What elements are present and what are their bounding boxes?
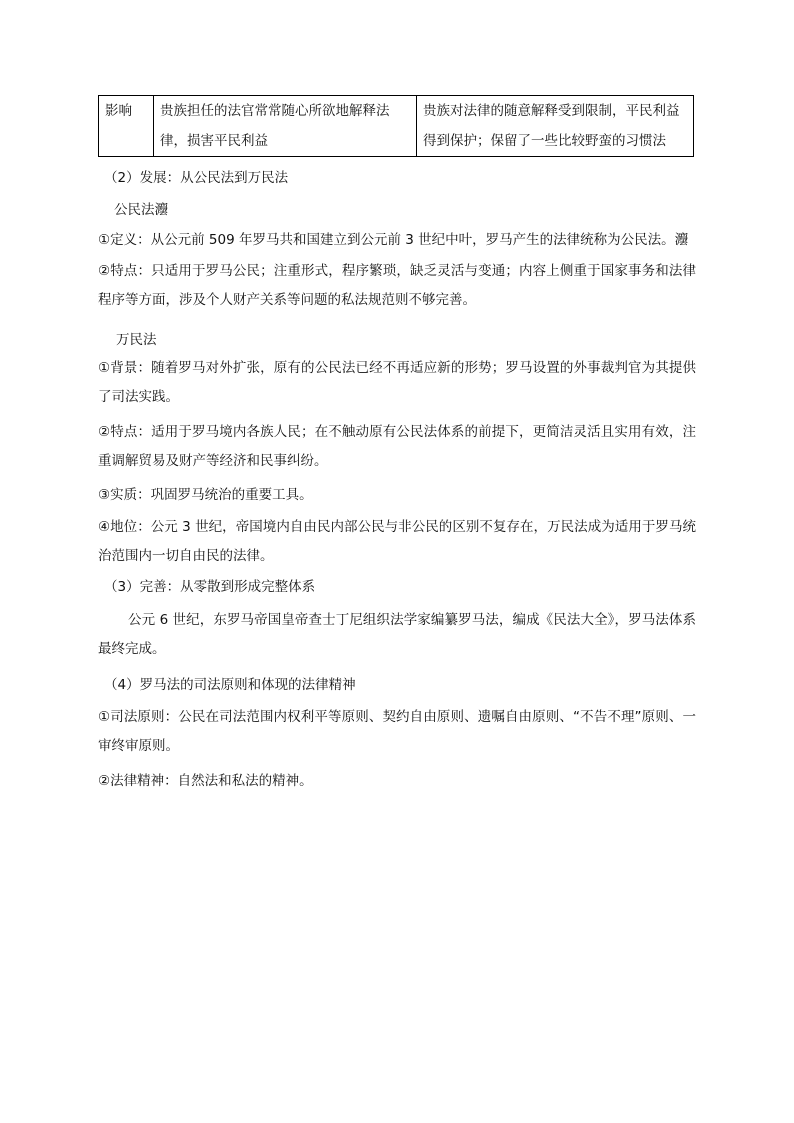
law-of-nations-status: ④地位：公元 3 世纪，帝国境内自由民内部公民与非公民的区别不复存在，万民法成为适用于罗马统治范围内一切自由民的法律。 xyxy=(98,519,696,564)
row-label: 影响 xyxy=(99,96,154,157)
section-4-spirit: ②法律精神：自然法和私法的精神。 xyxy=(98,773,313,789)
table-cell-plebeians: 贵族对法律的随意解释受到限制，平民利益得到保护；保留了一些比较野蛮的习惯法 xyxy=(417,96,694,157)
table-row xyxy=(99,96,694,157)
civil-law-title: 公民法灋 xyxy=(114,202,168,218)
law-of-nations-background: ①背景：随着罗马对外扩张，原有的公民法已经不再适应新的形势；罗马设置的外事裁判官为其提供了司法实践。 xyxy=(98,360,696,405)
civil-law-definition: ①定义：从公元前 509 年罗马共和国建立到公元前 3 世纪中叶，罗马产生的法律统称为公民法。灋 xyxy=(98,232,689,248)
law-of-nations-title: 万民法 xyxy=(116,332,157,348)
section-3-heading: （3）完善：从零散到形成完整体系 xyxy=(104,579,316,595)
law-of-nations-essence: ③实质：巩固罗马统治的重要工具。 xyxy=(98,487,313,503)
section-4-principles: ①司法原则：公民在司法范围内权利平等原则、契约自由原则、遗嘱自由原则、“不告不理”原则、一审终审原则。 xyxy=(98,709,696,754)
section-2-heading: （2）发展：从公民法到万民法 xyxy=(104,170,289,186)
section-3-body: 公元 6 世纪，东罗马帝国皇帝查士丁尼组织法学家编纂罗马法，编成《民法大全》，罗马法体系最终完成。 xyxy=(98,612,696,657)
section-4-heading: （4）罗马法的司法原则和体现的法律精神 xyxy=(104,677,356,693)
comparison-table xyxy=(98,95,694,157)
table-cell-nobles: 贵族担任的法官常常随心所欲地解释法律，损害平民利益 xyxy=(154,96,417,157)
law-of-nations-features: ②特点：适用于罗马境内各族人民；在不触动原有公民法体系的前提下，更简洁灵活且实用有效，注重调解贸易及财产等经济和民事纠纷。 xyxy=(98,424,696,469)
civil-law-features: ②特点：只适用于罗马公民；注重形式，程序繁琐，缺乏灵活与变通；内容上侧重于国家事务和法律程序等方面，涉及个人财产关系等问题的私法规范则不够完善。 xyxy=(98,263,696,308)
